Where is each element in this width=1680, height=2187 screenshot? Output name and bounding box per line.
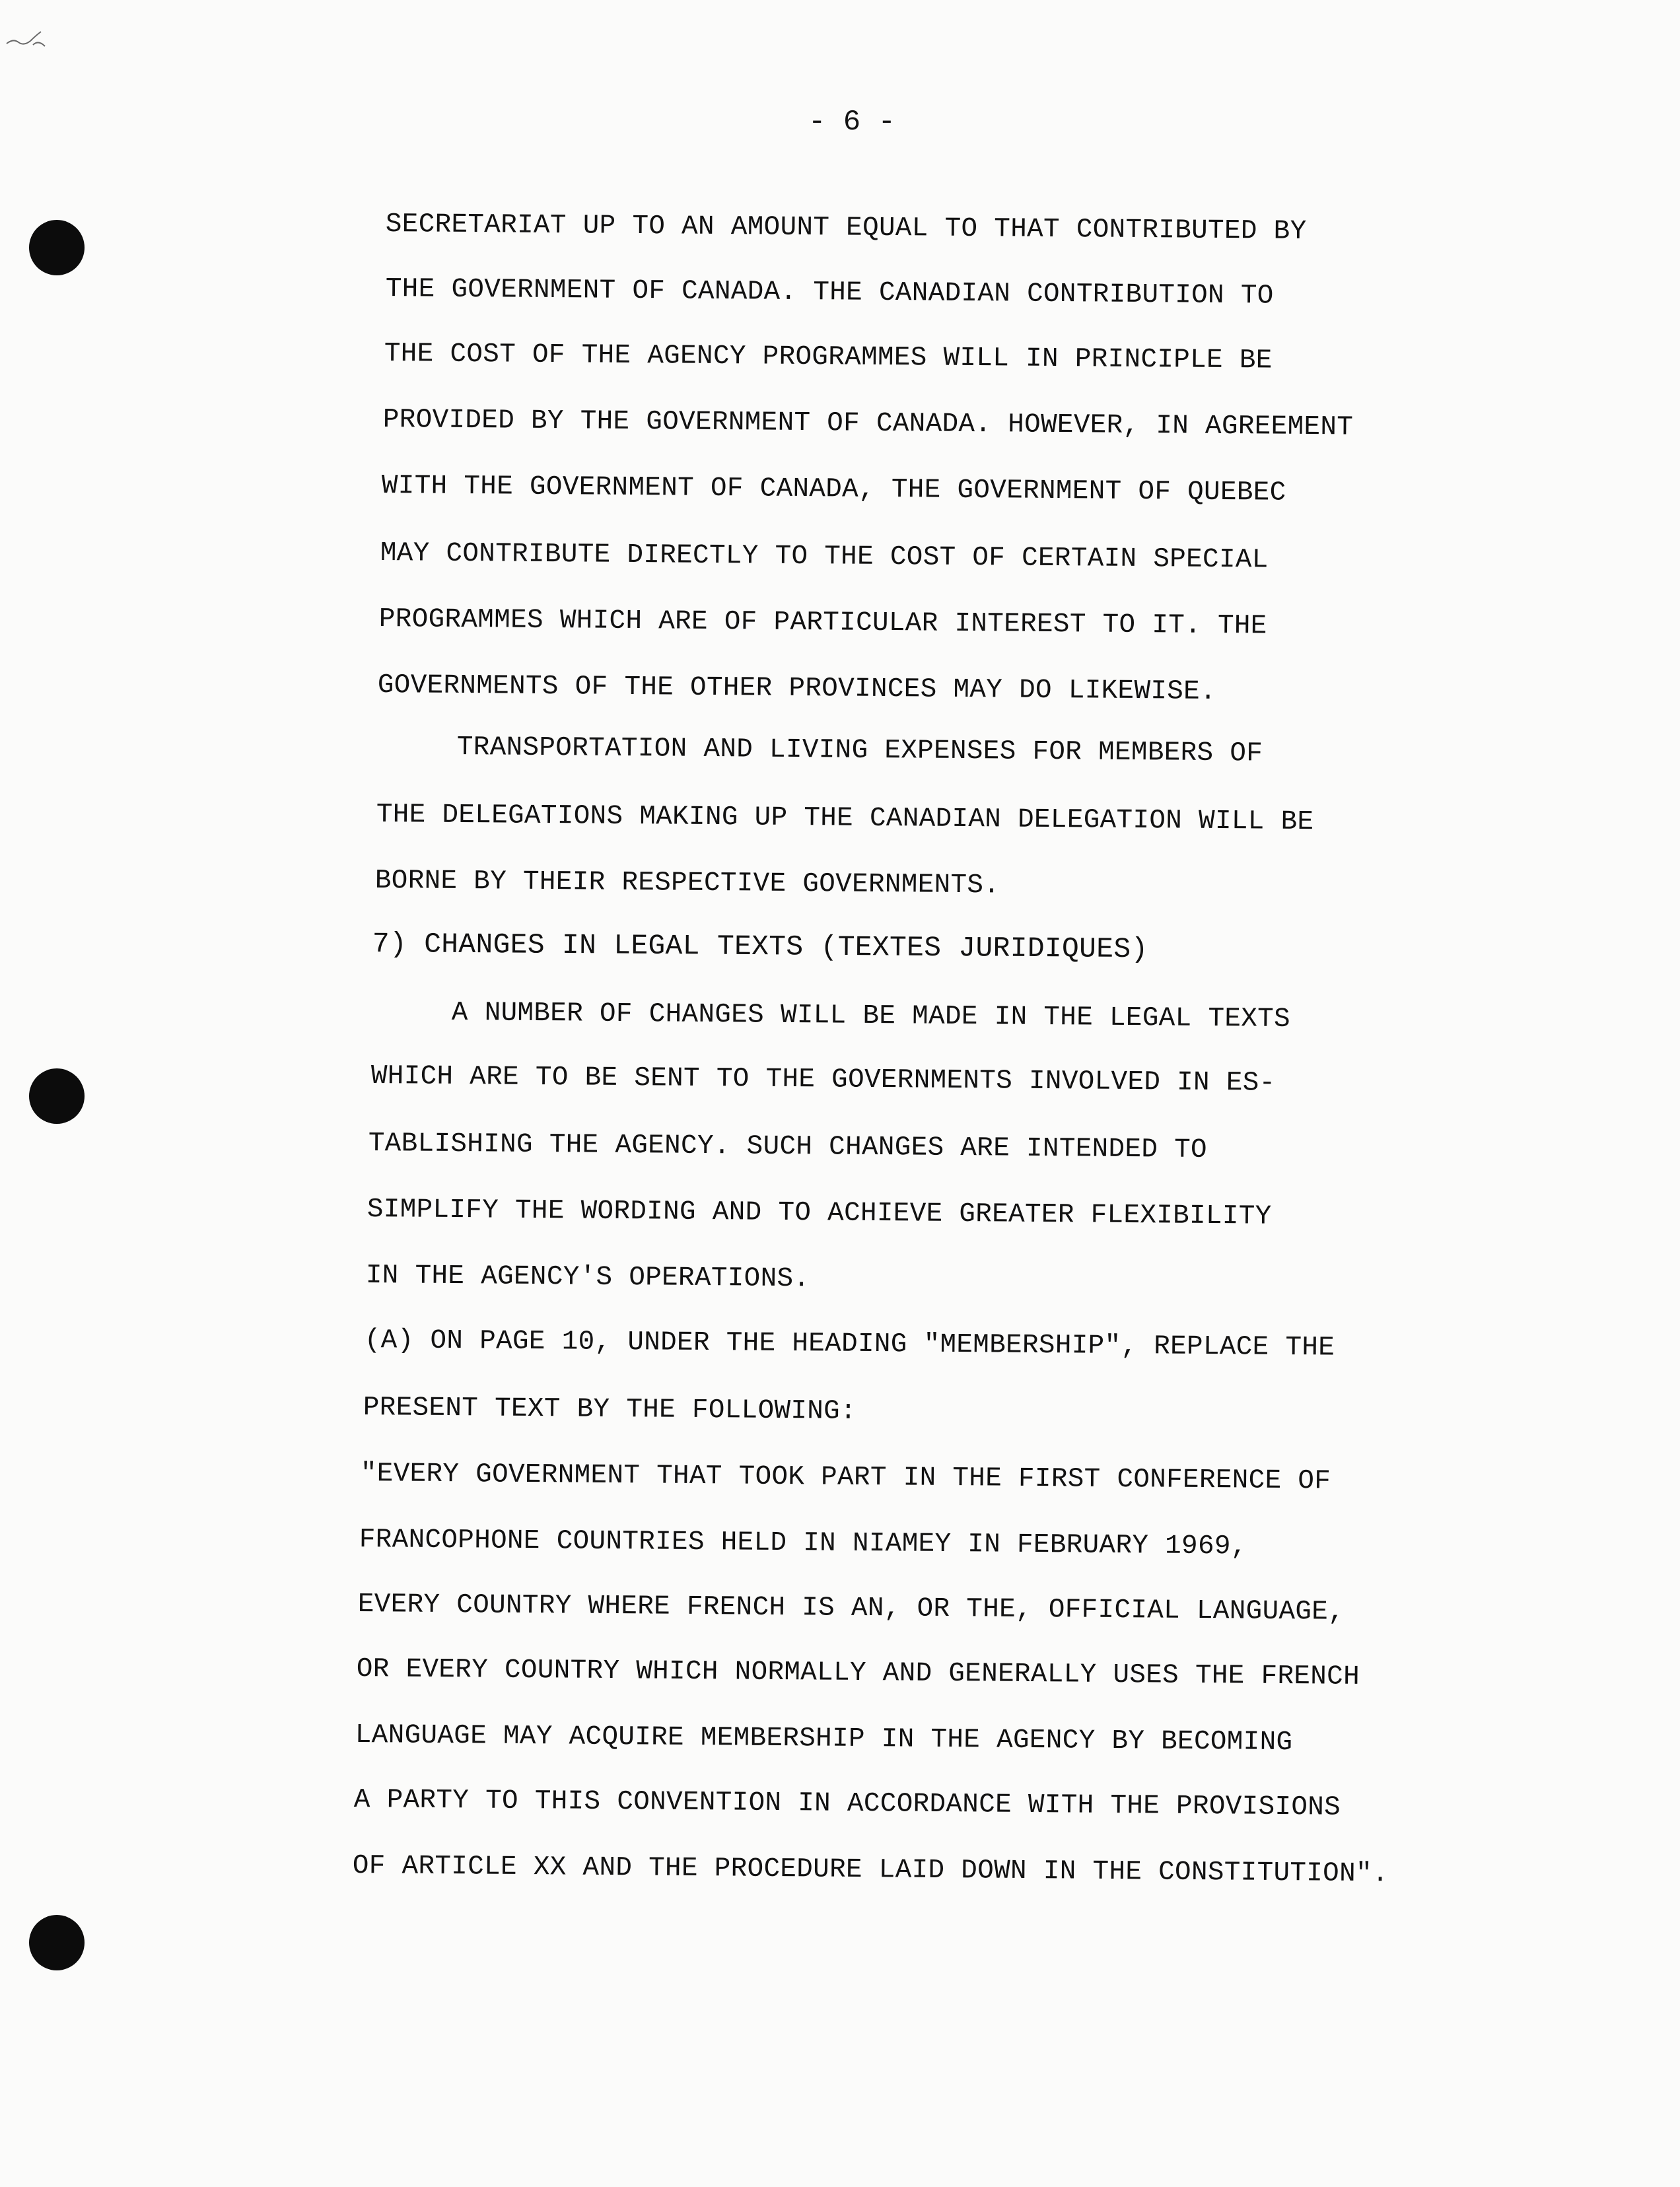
body-line: BORNE BY THEIR RESPECTIVE GOVERNMENTS. xyxy=(374,866,1000,901)
section-heading: 7) CHANGES IN LEGAL TEXTS (TEXTES JURIDIQUES) xyxy=(372,928,1148,966)
quoted-line: LANGUAGE MAY ACQUIRE MEMBERSHIP IN THE AGENCY BY BECOMING xyxy=(355,1720,1293,1758)
body-line: SECRETARIAT UP TO AN AMOUNT EQUAL TO THAT CONTRIBUTED BY xyxy=(385,209,1307,247)
quoted-line: FRANCOPHONE COUNTRIES HELD IN NIAMEY IN FEBRUARY 1969, xyxy=(359,1525,1247,1562)
body-line: WITH THE GOVERNMENT OF CANADA, THE GOVERNMENT OF QUEBEC xyxy=(381,471,1286,508)
body-line: (A) ON PAGE 10, UNDER THE HEADING "MEMBERSHIP", REPLACE THE xyxy=(364,1325,1335,1364)
quoted-line: EVERY COUNTRY WHERE FRENCH IS AN, OR THE, OFFICIAL LANGUAGE, xyxy=(357,1589,1345,1628)
body-line: GOVERNMENTS OF THE OTHER PROVINCES MAY DO LIKEWISE. xyxy=(377,670,1217,707)
body-line: PROVIDED BY THE GOVERNMENT OF CANADA. HOWEVER, IN AGREEMENT xyxy=(382,405,1354,443)
punch-hole-top xyxy=(29,220,85,275)
body-line: WHICH ARE TO BE SENT TO THE GOVERNMENTS INVOLVED IN ES- xyxy=(370,1061,1276,1099)
handwritten-mark-icon xyxy=(4,26,50,53)
quoted-line: OR EVERY COUNTRY WHICH NORMALLY AND GENERALLY USES THE FRENCH xyxy=(356,1654,1360,1692)
body-line: IN THE AGENCY'S OPERATIONS. xyxy=(365,1261,810,1295)
punch-hole-middle xyxy=(29,1068,85,1124)
quoted-line: "EVERY GOVERNMENT THAT TOOK PART IN THE FIRST CONFERENCE OF xyxy=(360,1459,1331,1497)
body-line: THE DELEGATIONS MAKING UP THE CANADIAN DELEGATION WILL BE xyxy=(376,800,1314,838)
body-line: TABLISHING THE AGENCY. SUCH CHANGES ARE INTENDED TO xyxy=(368,1128,1208,1165)
quoted-line: OF ARTICLE XX AND THE PROCEDURE LAID DOWN IN THE CONSTITUTION". xyxy=(352,1851,1389,1890)
quoted-line: A PARTY TO THIS CONVENTION IN ACCORDANCE WITH THE PROVISIONS xyxy=(353,1785,1341,1823)
page-number: - 6 - xyxy=(808,106,896,139)
body-line: PRESENT TEXT BY THE FOLLOWING: xyxy=(363,1393,857,1427)
body-line: TRANSPORTATION AND LIVING EXPENSES FOR MEMBERS OF xyxy=(456,732,1263,769)
body-line: THE GOVERNMENT OF CANADA. THE CANADIAN CONTRIBUTION TO xyxy=(385,274,1274,312)
body-line: SIMPLIFY THE WORDING AND TO ACHIEVE GREATER FLEXIBILITY xyxy=(367,1195,1272,1232)
body-line: PROGRAMMES WHICH ARE OF PARTICULAR INTEREST TO IT. THE xyxy=(378,604,1267,642)
body-line: A NUMBER OF CHANGES WILL BE MADE IN THE LEGAL TEXTS xyxy=(451,998,1291,1035)
body-line: MAY CONTRIBUTE DIRECTLY TO THE COST OF CERTAIN SPECIAL xyxy=(380,538,1269,576)
body-line: THE COST OF THE AGENCY PROGRAMMES WILL IN PRINCIPLE BE xyxy=(384,339,1273,376)
punch-hole-bottom xyxy=(29,1915,85,1970)
